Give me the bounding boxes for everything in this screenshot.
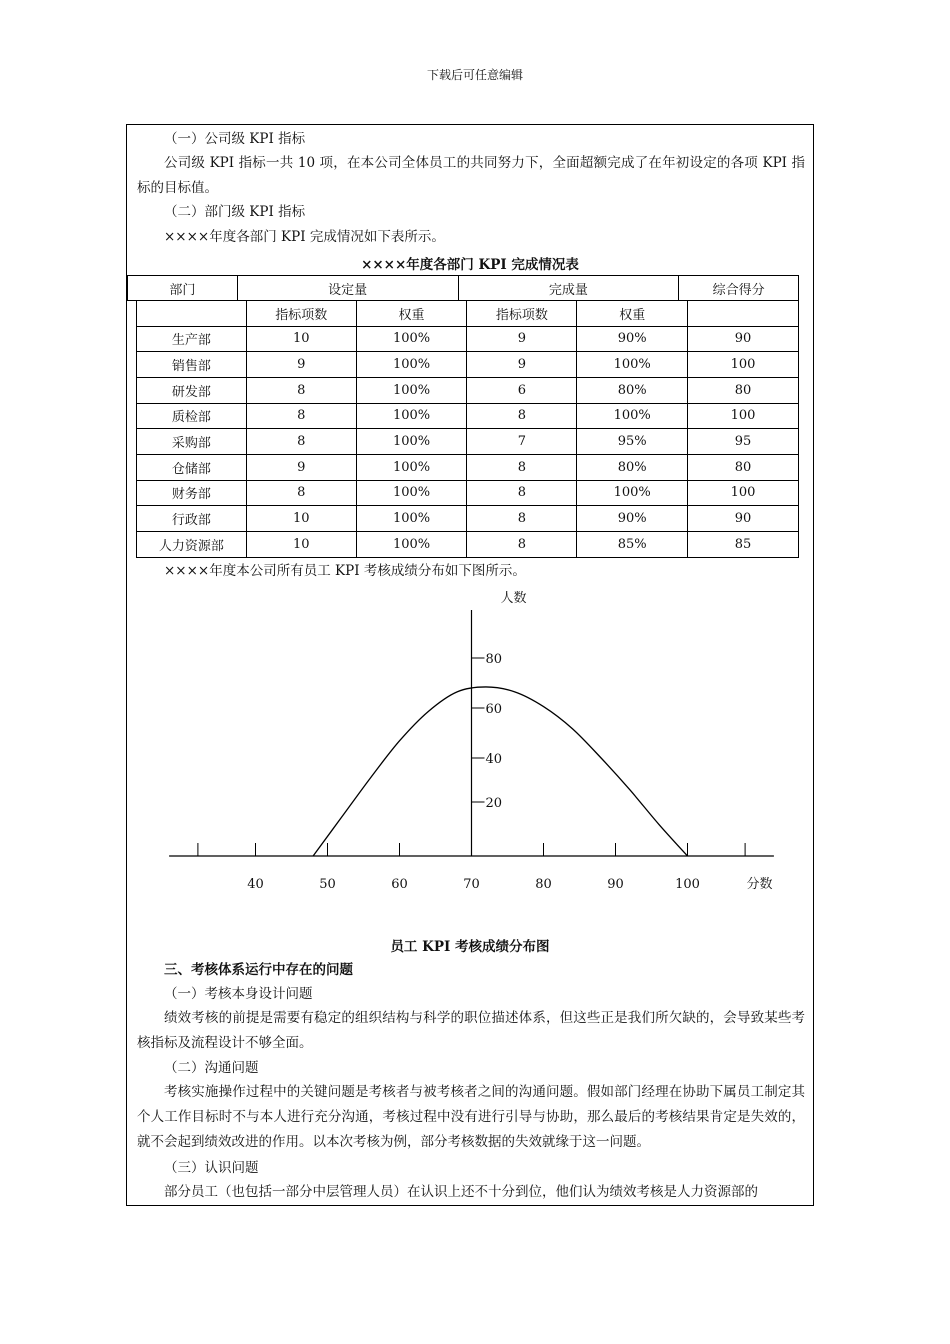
empty-cell <box>137 301 247 326</box>
problem-1-title: （一）考核本身设计问题 <box>164 986 313 1002</box>
cell-set-w: 100% <box>356 377 467 403</box>
problem-3-title: （三）认识问题 <box>164 1160 259 1176</box>
cell-set-n: 8 <box>246 480 356 506</box>
content-frame <box>126 124 814 1206</box>
cell-done-w: 100% <box>577 352 688 378</box>
col-dept-header: 部门 <box>128 276 238 301</box>
cell-set-n: 8 <box>246 403 356 429</box>
cell-set-n: 10 <box>246 532 356 558</box>
cell-score: 90 <box>688 326 799 352</box>
cell-set-n: 10 <box>246 326 356 352</box>
cell-dept: 销售部 <box>137 352 247 378</box>
subheader-done-items: 指标项数 <box>467 301 577 326</box>
x-tick-label: 50 <box>319 877 336 892</box>
table-row <box>137 377 799 403</box>
cell-done-n: 8 <box>467 506 577 532</box>
cell-set-w: 100% <box>356 532 467 558</box>
cell-done-w: 100% <box>577 480 688 506</box>
section-1-title: （一）公司级 KPI 指标 <box>164 131 306 147</box>
cell-done-w: 95% <box>577 429 688 455</box>
cell-score: 100 <box>688 352 799 378</box>
cell-dept: 行政部 <box>137 506 247 532</box>
distribution-chart <box>127 580 813 940</box>
cell-done-w: 90% <box>577 506 688 532</box>
cell-dept: 采购部 <box>137 429 247 455</box>
cell-done-n: 8 <box>467 480 577 506</box>
cell-done-w: 100% <box>577 403 688 429</box>
cell-done-n: 8 <box>467 454 577 480</box>
x-tick-label: 40 <box>247 877 264 892</box>
col-set-header: 设定量 <box>237 276 458 301</box>
x-tick-label: 100 <box>675 877 700 892</box>
cell-score: 85 <box>688 532 799 558</box>
empty-cell <box>688 301 799 326</box>
subheader-done-weight: 权重 <box>577 301 688 326</box>
cell-set-n: 10 <box>246 506 356 532</box>
table-row <box>137 506 799 532</box>
cell-set-w: 100% <box>356 403 467 429</box>
problem-2-title: （二）沟通问题 <box>164 1060 259 1076</box>
cell-done-n: 7 <box>467 429 577 455</box>
page-header: 下载后可任意编辑 <box>426 68 523 82</box>
x-tick-label: 90 <box>607 877 624 892</box>
table-row <box>137 454 799 480</box>
cell-dept: 财务部 <box>137 480 247 506</box>
cell-set-n: 8 <box>246 377 356 403</box>
cell-score: 100 <box>688 480 799 506</box>
cell-done-n: 8 <box>467 532 577 558</box>
cell-done-n: 9 <box>467 326 577 352</box>
table-row <box>137 352 799 378</box>
x-axis-label: 分数 <box>746 877 773 892</box>
cell-done-w: 85% <box>577 532 688 558</box>
cell-set-n: 9 <box>246 352 356 378</box>
x-tick-label: 80 <box>535 877 552 892</box>
table-row <box>137 326 799 352</box>
kpi-table-header <box>127 275 799 301</box>
y-tick-label: 40 <box>485 752 503 767</box>
cell-set-w: 100% <box>356 326 467 352</box>
y-tick-label: 20 <box>485 796 503 811</box>
kpi-table <box>136 301 799 558</box>
y-tick-label: 80 <box>485 652 503 667</box>
cell-done-w: 80% <box>577 454 688 480</box>
problem-2-text: 考核实施操作过程中的关键问题是考核者与被考核者之间的沟通问题。假如部门经理在协助下属员工制定其个人工作目标时不与本人进行充分沟通，考核过程中没有进行引导与协助，那么最后的考核结果肯定是失效的，就不会起到绩效改进的作用。以本次考核为例，部分考核数据的失效就缘于这一问题。 <box>137 1084 805 1150</box>
table-row <box>137 403 799 429</box>
cell-score: 95 <box>688 429 799 455</box>
problem-3-text: 部分员工（也包括一部分中层管理人员）在认识上还不十分到位，他们认为绩效考核是人力资源部的 <box>164 1184 758 1200</box>
section-3-title: 三、考核体系运行中存在的问题 <box>164 962 353 978</box>
table-row <box>137 480 799 506</box>
cell-done-w: 80% <box>577 377 688 403</box>
cell-done-n: 9 <box>467 352 577 378</box>
chart-title: 员工 KPI 考核成绩分布图 <box>390 939 550 955</box>
y-axis-label: 人数 <box>500 591 527 606</box>
table-row <box>137 429 799 455</box>
cell-set-w: 100% <box>356 480 467 506</box>
cell-set-w: 100% <box>356 454 467 480</box>
table-row <box>137 532 799 558</box>
cell-done-n: 6 <box>467 377 577 403</box>
table-subheader-row <box>137 301 799 326</box>
cell-done-w: 90% <box>577 326 688 352</box>
section-1-text: 公司级 KPI 指标一共 10 项，在本公司全体员工的共同努力下，全面超额完成了在年初设定的各项 KPI 指标的目标值。 <box>137 155 805 196</box>
section-2-title: （二）部门级 KPI 指标 <box>164 204 306 220</box>
section-2-text: ××××年度各部门 KPI 完成情况如下表所示。 <box>164 229 445 245</box>
distribution-text: ××××年度本公司所有员工 KPI 考核成绩分布如下图所示。 <box>164 563 526 579</box>
subheader-set-items: 指标项数 <box>246 301 356 326</box>
cell-dept: 质检部 <box>137 403 247 429</box>
cell-set-n: 8 <box>246 429 356 455</box>
cell-dept: 仓储部 <box>137 454 247 480</box>
col-done-header: 完成量 <box>458 276 679 301</box>
cell-set-w: 100% <box>356 506 467 532</box>
cell-dept: 人力资源部 <box>137 532 247 558</box>
cell-dept: 研发部 <box>137 377 247 403</box>
x-tick-label: 70 <box>463 877 480 892</box>
y-tick-label: 60 <box>485 702 503 717</box>
cell-dept: 生产部 <box>137 326 247 352</box>
cell-done-n: 8 <box>467 403 577 429</box>
cell-score: 100 <box>688 403 799 429</box>
col-score-header: 综合得分 <box>679 276 799 301</box>
cell-score: 80 <box>688 377 799 403</box>
cell-set-w: 100% <box>356 429 467 455</box>
cell-set-w: 100% <box>356 352 467 378</box>
subheader-set-weight: 权重 <box>356 301 467 326</box>
cell-set-n: 9 <box>246 454 356 480</box>
cell-score: 80 <box>688 454 799 480</box>
problem-1-text: 绩效考核的前提是需要有稳定的组织结构与科学的职位描述体系，但这些正是我们所欠缺的，会导致某些考核指标及流程设计不够全面。 <box>137 1010 805 1051</box>
cell-score: 90 <box>688 506 799 532</box>
table-title: ××××年度各部门 KPI 完成情况表 <box>361 257 579 273</box>
x-tick-label: 60 <box>391 877 408 892</box>
